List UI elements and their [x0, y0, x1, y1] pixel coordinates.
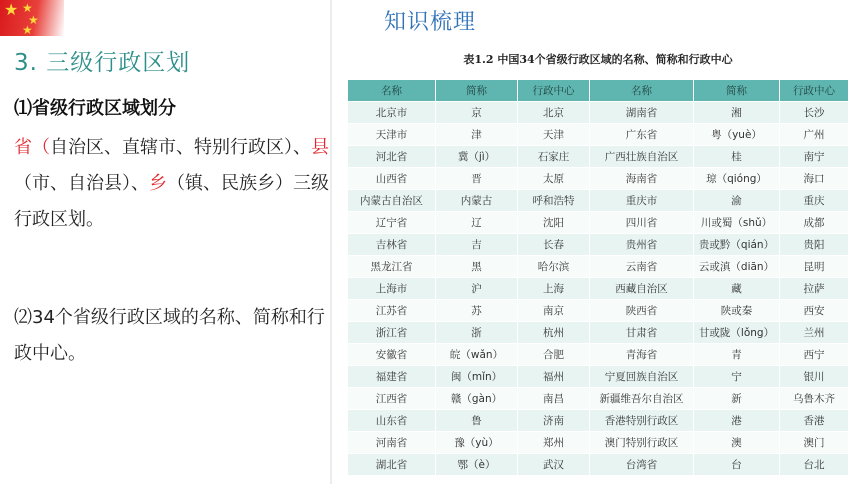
table-row: [348, 454, 849, 476]
column-header: 名称: [590, 80, 694, 102]
table-cell: 藏: [694, 278, 780, 300]
table-cell: 广东省: [590, 124, 694, 146]
table-cell: 内蒙古: [436, 190, 518, 212]
table-cell: 广州: [780, 124, 849, 146]
table-cell: 陕或秦: [694, 300, 780, 322]
table-row: [348, 278, 849, 300]
table-cell: 山西省: [348, 168, 436, 190]
table-cell: 粤（yuè）: [694, 124, 780, 146]
table-cell: 广西壮族自治区: [590, 146, 694, 168]
table-cell: 北京: [518, 102, 590, 124]
table-row: [348, 344, 849, 366]
table-cell: 津: [436, 124, 518, 146]
table-cell: 福建省: [348, 366, 436, 388]
table-cell: 长沙: [780, 102, 849, 124]
table-cell: 沪: [436, 278, 518, 300]
table-cell: 沈阳: [518, 212, 590, 234]
table-cell: 海南省: [590, 168, 694, 190]
column-divider: [330, 0, 332, 484]
table-cell: 甘或陇（lǒng）: [694, 322, 780, 344]
para-text-1: 自治区、直辖市、特别行政区）、: [50, 137, 311, 158]
table-cell: 江苏省: [348, 300, 436, 322]
table-cell: 乌鲁木齐: [780, 388, 849, 410]
table-cell: 湖南省: [590, 102, 694, 124]
table-cell: 甘肃省: [590, 322, 694, 344]
table-row: [348, 146, 849, 168]
table-row: [348, 124, 849, 146]
table-cell: 辽: [436, 212, 518, 234]
table-cell: 福州: [518, 366, 590, 388]
table-cell: 台: [694, 454, 780, 476]
table-caption: 表1.2 中国34个省级行政区域的名称、简称和行政中心: [463, 53, 733, 66]
table-cell: 银川: [780, 366, 849, 388]
table-cell: 石家庄: [518, 146, 590, 168]
table-cell: 湖北省: [348, 454, 436, 476]
table-cell: 桂: [694, 146, 780, 168]
table-cell: 晋: [436, 168, 518, 190]
table-cell: 黑: [436, 256, 518, 278]
table-cell: 山东省: [348, 410, 436, 432]
table-cell: 川或蜀（shǔ）: [694, 212, 780, 234]
table-row: [348, 256, 849, 278]
table-cell: 海口: [780, 168, 849, 190]
table-cell: 吉林省: [348, 234, 436, 256]
table-cell: 呼和浩特: [518, 190, 590, 212]
table-row: [348, 366, 849, 388]
table-cell: 豫（yù）: [436, 432, 518, 454]
table-cell: 合肥: [518, 344, 590, 366]
flag-star-icon: ★: [22, 1, 33, 15]
table-cell: 琼（qióng）: [694, 168, 780, 190]
division-paragraph: [14, 130, 330, 238]
term-county: 县: [311, 137, 329, 158]
table-cell: 青海省: [590, 344, 694, 366]
table-cell: 南宁: [780, 146, 849, 168]
table-cell: 南昌: [518, 388, 590, 410]
table-cell: 河北省: [348, 146, 436, 168]
table-cell: 宁: [694, 366, 780, 388]
subheading-province-division: ⑴省级行政区域划分: [14, 98, 176, 119]
table-cell: 成都: [780, 212, 849, 234]
table-cell: 闽（mǐn）: [436, 366, 518, 388]
table-cell: 云或滇（diān）: [694, 256, 780, 278]
subheading-34-regions: ⑵34个省级行政区域的名称、简称和行政中心。: [14, 307, 325, 364]
table-cell: 辽宁省: [348, 212, 436, 234]
term-township: 乡: [149, 173, 167, 194]
column-header: 简称: [694, 80, 780, 102]
table-cell: 香港: [780, 410, 849, 432]
slide-title: 知识梳理: [383, 10, 476, 35]
table-cell: 昆明: [780, 256, 849, 278]
table-cell: 江西省: [348, 388, 436, 410]
table-cell: 吉: [436, 234, 518, 256]
table-cell: 安徽省: [348, 344, 436, 366]
province-table: [347, 79, 849, 476]
table-row: [348, 322, 849, 344]
table-cell: 湘: [694, 102, 780, 124]
table-cell: 哈尔滨: [518, 256, 590, 278]
table-cell: 四川省: [590, 212, 694, 234]
para-text-3: （镇、民族乡）三级行政区划。: [14, 173, 329, 230]
table-cell: 黑龙江省: [348, 256, 436, 278]
table-cell: 台北: [780, 454, 849, 476]
table-cell: 拉萨: [780, 278, 849, 300]
section-title: 3. 三级行政区划: [14, 50, 191, 76]
table-cell: 重庆市: [590, 190, 694, 212]
table-cell: 皖（wǎn）: [436, 344, 518, 366]
table-cell: 渝: [694, 190, 780, 212]
table-cell: 澳: [694, 432, 780, 454]
table-cell: 河南省: [348, 432, 436, 454]
flag-star-icon: ★: [22, 23, 33, 36]
para-text-2: （市、自治县）、: [14, 173, 149, 194]
table-row: [348, 300, 849, 322]
table-cell: 港: [694, 410, 780, 432]
table-cell: 南京: [518, 300, 590, 322]
table-cell: 天津市: [348, 124, 436, 146]
table-body: [348, 102, 849, 476]
column-header: 名称: [348, 80, 436, 102]
table-cell: 济南: [518, 410, 590, 432]
table-cell: 兰州: [780, 322, 849, 344]
table-cell: 浙: [436, 322, 518, 344]
column-header: 简称: [436, 80, 518, 102]
column-header: 行政中心: [518, 80, 590, 102]
table-cell: 青: [694, 344, 780, 366]
table-cell: 宁夏回族自治区: [590, 366, 694, 388]
table-cell: 内蒙古自治区: [348, 190, 436, 212]
table-cell: 贵阳: [780, 234, 849, 256]
flag-star-icon: ★: [28, 13, 39, 27]
table-row: [348, 212, 849, 234]
table-cell: 重庆: [780, 190, 849, 212]
table-cell: 台湾省: [590, 454, 694, 476]
table-cell: 太原: [518, 168, 590, 190]
table-cell: 陕西省: [590, 300, 694, 322]
table-cell: 云南省: [590, 256, 694, 278]
table-cell: 北京市: [348, 102, 436, 124]
table-row: [348, 168, 849, 190]
table-cell: 贵州省: [590, 234, 694, 256]
table-cell: 天津: [518, 124, 590, 146]
table-cell: 赣（gàn）: [436, 388, 518, 410]
table-cell: 京: [436, 102, 518, 124]
table-cell: 鲁: [436, 410, 518, 432]
table-cell: 长春: [518, 234, 590, 256]
table-cell: 澳门: [780, 432, 849, 454]
table-cell: 鄂（è）: [436, 454, 518, 476]
term-province: 省（: [14, 137, 50, 158]
table-cell: 浙江省: [348, 322, 436, 344]
table-cell: 杭州: [518, 322, 590, 344]
table-row: [348, 190, 849, 212]
table-cell: 苏: [436, 300, 518, 322]
table-cell: 上海市: [348, 278, 436, 300]
table-cell: 新: [694, 388, 780, 410]
column-header: 行政中心: [780, 80, 849, 102]
table-row: [348, 102, 849, 124]
table-cell: 冀（jì）: [436, 146, 518, 168]
table-row: [348, 410, 849, 432]
table-row: [348, 432, 849, 454]
table-cell: 西藏自治区: [590, 278, 694, 300]
table-header-row: [348, 80, 849, 102]
table-cell: 郑州: [518, 432, 590, 454]
table-row: [348, 388, 849, 410]
table-cell: 武汉: [518, 454, 590, 476]
table-cell: 香港特别行政区: [590, 410, 694, 432]
table-cell: 贵或黔（qián）: [694, 234, 780, 256]
table-cell: 上海: [518, 278, 590, 300]
table-cell: 新疆维吾尔自治区: [590, 388, 694, 410]
table-cell: 西安: [780, 300, 849, 322]
table-cell: 西宁: [780, 344, 849, 366]
flag-star-icon: ★: [4, 0, 19, 19]
table-row: [348, 234, 849, 256]
table-cell: 澳门特别行政区: [590, 432, 694, 454]
